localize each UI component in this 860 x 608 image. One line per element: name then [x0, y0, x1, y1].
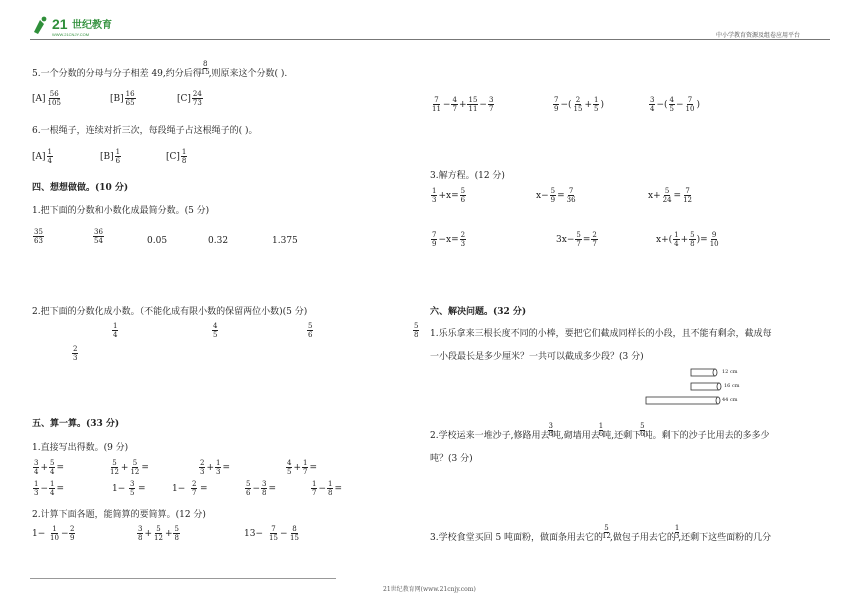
header-rule: [30, 39, 830, 40]
s6-q2-line-2: 吨？(3 分): [430, 454, 473, 464]
equation-row-2: $\frac{7}{9}$ −x= $\frac{2}{3}$ 3x− $\frac{5}{7}$ = $\frac{2}{7}$ x+( $\frac{1}{4}$ + $\frac{5}{8}$ )= $\frac{9}{10}$: [432, 231, 719, 248]
section-4-title: 四、想想做做。(10 分): [32, 183, 129, 193]
s4-q2-text: 2.把下面的分数化成小数。（不能化成有限小数的保留两位小数)(5 分): [32, 307, 308, 317]
stick-label-44: 44 cm: [722, 397, 738, 403]
s6-q2-line-1: 2.学校运来一堆沙子,修路用去 $\frac{3}{8}$ 吨,砌墙用去 $\frac{1}{6}$ 吨,还剩下 $\frac{5}{6}$ 吨。剩下的沙子比用去的多多少: [430, 422, 770, 441]
s4-q1-items: $\frac{35}{63}$ $\frac{36}{54}$ 0.05 0.32 1.375: [34, 228, 298, 246]
s6-q3-line-1: 3.学校食堂买回 5 吨面粉，做面条用去它的 $\frac{5}{12}$ ,做包子用去它的 $\frac{1}{3}$ ,还剩下这些面粉的几分: [430, 524, 772, 543]
s4-q2-frac-1: $\frac{1}{4}$: [113, 322, 118, 339]
section-5-title: 五、算一算。(33 分): [32, 419, 120, 429]
svg-text:WWW.21CNJY.COM: WWW.21CNJY.COM: [52, 32, 90, 37]
q5-fraction: $\frac{8}{15}$: [200, 60, 210, 76]
stick-label-16: 16 cm: [724, 383, 740, 389]
q6-option-c[interactable]: [C] $\frac{1}{8}$: [166, 148, 187, 165]
q5-option-b[interactable]: [B] $\frac{16}{65}$: [110, 90, 135, 107]
svg-text:世纪教育: 世纪教育: [72, 20, 112, 31]
stick-label-12: 12 cm: [722, 369, 738, 375]
s5-q2-items: 1− $\frac{1}{10}$ − $\frac{2}{9}$ $\frac{3}{8}$ + $\frac{5}{12}$ + $\frac{5}{8}$ 13− $\frac{7}{15}$ − $\frac{8}{15}$: [32, 525, 299, 542]
s6-q1-line-2: 一小段最长是多少厘米？一共可以截成多少段？(3 分): [430, 352, 644, 362]
q5-option-c[interactable]: [C] $\frac{24}{73}$: [177, 90, 202, 107]
site-logo: [30, 14, 130, 38]
q5-text: 5.一个分数的分母与分子相差 49,约分后得 $\frac{8}{15}$ ,则原来这个分数( ).: [32, 60, 288, 79]
s5-q1-text: 1.直接写出得数。(9 分): [32, 443, 129, 453]
q6-text: 6.一根绳子，连续对折三次，每段绳子占这根绳子的( )。: [32, 126, 258, 136]
q5-option-a[interactable]: [A] $\frac{56}{105}$: [32, 90, 61, 107]
s5-q1-row-1: $\frac{3}{4}$ + $\frac{5}{4}$ = $\frac{5}{12}$ + $\frac{5}{12}$ = $\frac{2}{3}$ + $\frac{1}{3}$ = $\frac{4}{5}$ + $\frac{1}{7}$ =: [34, 459, 318, 476]
q6-option-a[interactable]: [A] $\frac{1}{4}$: [32, 148, 52, 165]
s6-q1-line-1: 1.乐乐拿来三根长度不同的小棒，要把它们截成同样长的小段，且不能有剩余，截成每: [430, 329, 772, 339]
s4-q2-frac-2: $\frac{4}{5}$: [213, 322, 218, 339]
s4-q2-frac-3: $\frac{5}{6}$: [308, 322, 313, 339]
svg-text:21: 21: [52, 16, 68, 32]
platform-label: 中小学教育资源及组卷应用平台: [716, 32, 801, 39]
s5-q1-row-2: $\frac{1}{3}$ − $\frac{1}{4}$ = 1− $\frac{3}{5}$ = 1− $\frac{2}{7}$ = $\frac{5}{6}$ − $\frac{3}{8}$ = $\frac{1}{7}$ − $\frac{1}{8}$ =: [34, 480, 343, 497]
s4-q1-text: 1.把下面的分数和小数化成最简分数。(5 分): [32, 206, 210, 216]
footer-text: 21世纪教育网(www.21cnjy.com): [383, 586, 476, 593]
s4-q2-frac-4: $\frac{5}{8}$: [414, 322, 419, 339]
solve-equations-title: 3.解方程。(12 分): [430, 171, 505, 181]
s5-q2-text: 2.计算下面各题，能简算的要简算。(12 分): [32, 510, 206, 520]
calc-row-right: $\frac{7}{11}$ − $\frac{4}{7}$ + $\frac{15}{11}$ − $\frac{3}{7}$ $\frac{7}{9}$ −( $\frac{2}{15}$ + $\frac{1}{5}$ ) $\frac{3}{4}$ −( $\frac{4}{5}$ − $\frac{7}{10}$ ): [432, 96, 700, 113]
s4-q2-frac-5: $\frac{2}{3}$: [73, 345, 78, 362]
section-6-title: 六、解决问题。(32 分): [430, 307, 527, 317]
q6-option-b[interactable]: [B] $\frac{1}{6}$: [100, 148, 121, 165]
footer-rule: [30, 578, 336, 579]
equation-row-1: $\frac{1}{3}$ +x= $\frac{5}{6}$ x− $\frac{5}{9}$ = $\frac{7}{36}$ x+ $\frac{5}{24}$ = $\frac{7}{12}$: [432, 187, 693, 204]
